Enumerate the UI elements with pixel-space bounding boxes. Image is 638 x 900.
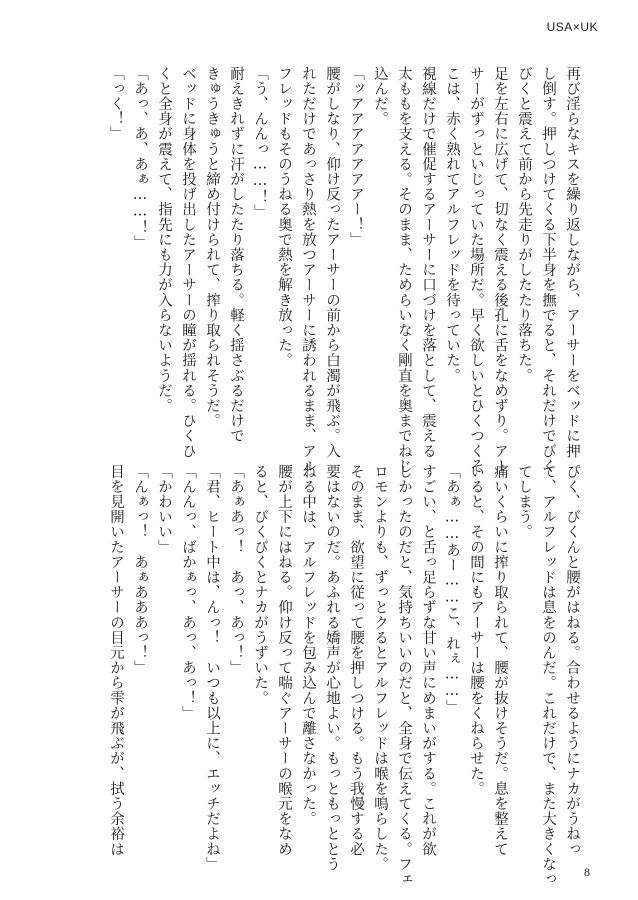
text-line: 「っく！」 bbox=[108, 66, 124, 142]
text-line: ぴく、びくんと腰がはねる。合わせるようにナカがうねっ bbox=[564, 464, 580, 857]
text-line: 「あっ、あ、あぁ……！」 bbox=[132, 66, 148, 251]
text-line: 目を見開いたアーサーの目元から雫が飛ぶが、拭う余裕は bbox=[108, 464, 124, 857]
text-line: 「んぁっ！ あぁあああっ！」 bbox=[132, 464, 148, 676]
text-line: ると、びくびくとナカがうずいた。 bbox=[252, 464, 268, 706]
text-line: 要はないのだ。あふれる嬌声が心地よい。もっともっととう bbox=[324, 464, 340, 872]
text-line: しかったのだと、気持ちいいのだと、全身で伝えてくる。フェ bbox=[396, 464, 412, 887]
text-line: て、アルフレッドは息をのんだ。これだけで、また大きくなっ bbox=[540, 464, 556, 887]
text-line: きゅうきゅうと締め付けられて、搾り取られそうだ。 bbox=[204, 66, 220, 429]
text-line: こは、赤く熟れてアルフレッドを待っていた。 bbox=[444, 66, 460, 384]
text-line: 視線だけで催促するアーサーに口づけを落として、震える bbox=[420, 66, 436, 459]
page-number: 8 bbox=[584, 865, 590, 879]
text-line: 込んだ。 bbox=[372, 66, 388, 127]
text-line: 耐えきれずに汗がしたたり落ちる。軽く揺さぶるだけで bbox=[228, 66, 244, 444]
text-line: すごい、と舌っ足らずな甘い声にめまいがする。これが欲 bbox=[420, 464, 436, 857]
page-header: USA×UK bbox=[546, 20, 598, 34]
text-line: サーがずっといじっていた場所だ。早く欲しいとひくつくそ bbox=[468, 66, 484, 474]
text-line: 「う、んんっ……！」 bbox=[252, 66, 268, 220]
text-line: ロモンよりも、ずっとクるとアルフレッドは喉を鳴らした。 bbox=[372, 464, 388, 872]
text-line: そのまま、欲望に従って腰を押しつける。もう我慢する必 bbox=[348, 464, 364, 857]
text-line: ねる中は、アルフレッドを包み込んで離さなかった。 bbox=[300, 464, 316, 827]
text-line: 太ももを支える。そのまま、ためらいなく剛直を奥までねじ bbox=[396, 66, 412, 474]
text-line: 腰がしなり、仰け反ったアーサーの前から白濁が飛ぶ。入 bbox=[324, 66, 340, 459]
text-line: フレッドもそのうねる奥で熱を解き放った。 bbox=[276, 66, 292, 368]
text-line: 「君、ヒート中は、んっ！ いつも以上に、エッチだよね」 bbox=[204, 464, 220, 872]
text-line: 腰が上下にはねる。仰け反って喘ぐアーサーの喉元をなめ bbox=[276, 464, 292, 857]
text-line: 再び淫らなキスを繰り返しながら、アーサーをベッドに押 bbox=[564, 66, 580, 459]
text-line: 「あぁあっ！ あっ、あっ！」 bbox=[228, 464, 244, 676]
text-line: 「ッアアアアアアアー！」 bbox=[348, 66, 364, 248]
text-line: ベッドに身体を投げ出したアーサーの瞳が揺れる。ひくひ bbox=[180, 66, 196, 459]
text-line: くと全身が震えて、指先にも力が入らないようだ。 bbox=[156, 66, 172, 414]
text-line: し倒す。押しつけてくる下半身を撫でると、それだけでびく bbox=[540, 66, 556, 474]
text-line: びくと震えて前から先走りがしたたり落ちた。 bbox=[516, 66, 532, 384]
text-line: れただけであっさり熱を放つアーサーに誘われるまま、アル bbox=[300, 66, 316, 474]
text-line: 痛いくらいに搾り取られて、腰が抜けそうだ。息を整えて bbox=[492, 464, 508, 857]
text-block-bottom bbox=[104, 464, 584, 887]
text-line: 足を左右に広げて、切なく震える後孔に舌をなめずり。アー bbox=[492, 66, 508, 474]
text-line: 「あぁ……あー……こ、れぇ……」 bbox=[444, 464, 460, 715]
text-block-top bbox=[104, 66, 584, 474]
text-line: 「んんっ、ばかぁっ、あっ、あっ！」 bbox=[180, 464, 196, 721]
text-line: 「かわいい」 bbox=[156, 464, 172, 555]
text-line: てしまう。 bbox=[516, 464, 532, 540]
text-line: いると、その間にもアーサーは腰をくねらせた。 bbox=[468, 464, 484, 797]
